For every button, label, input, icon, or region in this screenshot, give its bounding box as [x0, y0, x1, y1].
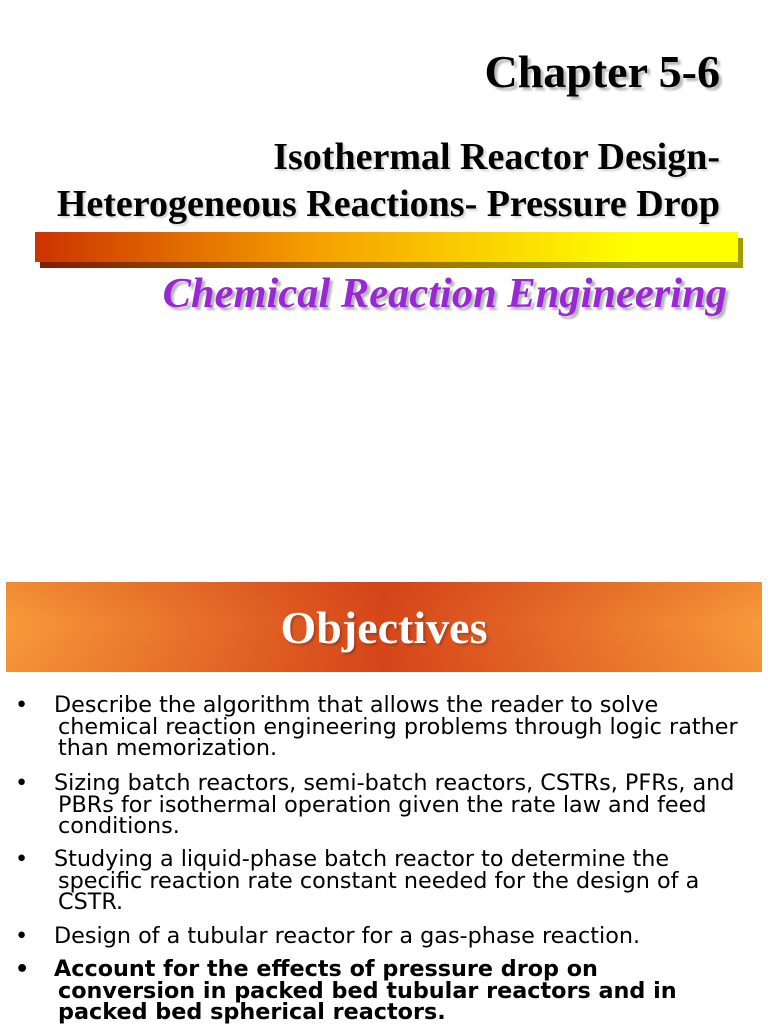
objectives-list	[0, 680, 768, 1024]
course-subtitle: Chemical Reaction Engineering	[162, 270, 727, 317]
bullet-icon: •	[15, 846, 29, 872]
objectives-slide	[0, 576, 768, 1024]
objective-text-line: CSTR.	[58, 889, 124, 915]
objective-text-line: packed bed spherical reactors.	[58, 999, 446, 1024]
objective-text-line: specific reaction rate constant needed for the design of a	[58, 867, 700, 894]
objective-item	[0, 923, 768, 949]
objective-item-emphasized	[0, 956, 768, 1024]
objective-text-line: chemical reaction engineering problems through logic rather	[58, 713, 738, 740]
objectives-header-band	[6, 582, 762, 672]
bullet-icon: •	[15, 692, 29, 718]
objectives-heading: Objectives	[280, 601, 488, 653]
objective-item	[0, 692, 768, 761]
bullet-icon: •	[15, 923, 29, 949]
objective-item	[0, 846, 768, 915]
objective-text-line: Design of a tubular reactor for a gas-phase reaction.	[54, 923, 641, 949]
gradient-divider-bar	[35, 232, 738, 262]
objective-text-line: conversion in packed bed tubular reactors and in	[58, 977, 677, 1004]
objective-item	[0, 770, 768, 839]
bullet-icon: •	[15, 770, 29, 796]
objective-text-line: Studying a liquid-phase batch reactor to determine the	[54, 846, 670, 872]
bullet-icon: •	[15, 956, 30, 982]
chapter-heading: Chapter 5-6	[484, 46, 720, 97]
slide-title-line: Heterogeneous Reactions- Pressure Drop	[56, 183, 720, 225]
objective-text-line: Describe the algorithm that allows the reader to solve	[54, 692, 659, 718]
slide-title-line: Isothermal Reactor Design-	[273, 136, 720, 178]
objective-text-line: Account for the effects of pressure drop on	[54, 956, 598, 982]
objective-text-line: than memorization.	[58, 735, 278, 761]
objective-text-line: Sizing batch reactors, semi-batch reactors, CSTRs, PFRs, and	[54, 770, 735, 796]
objective-text-line: conditions.	[58, 813, 180, 839]
objective-text-line: PBRs for isothermal operation given the rate law and feed	[58, 791, 707, 818]
